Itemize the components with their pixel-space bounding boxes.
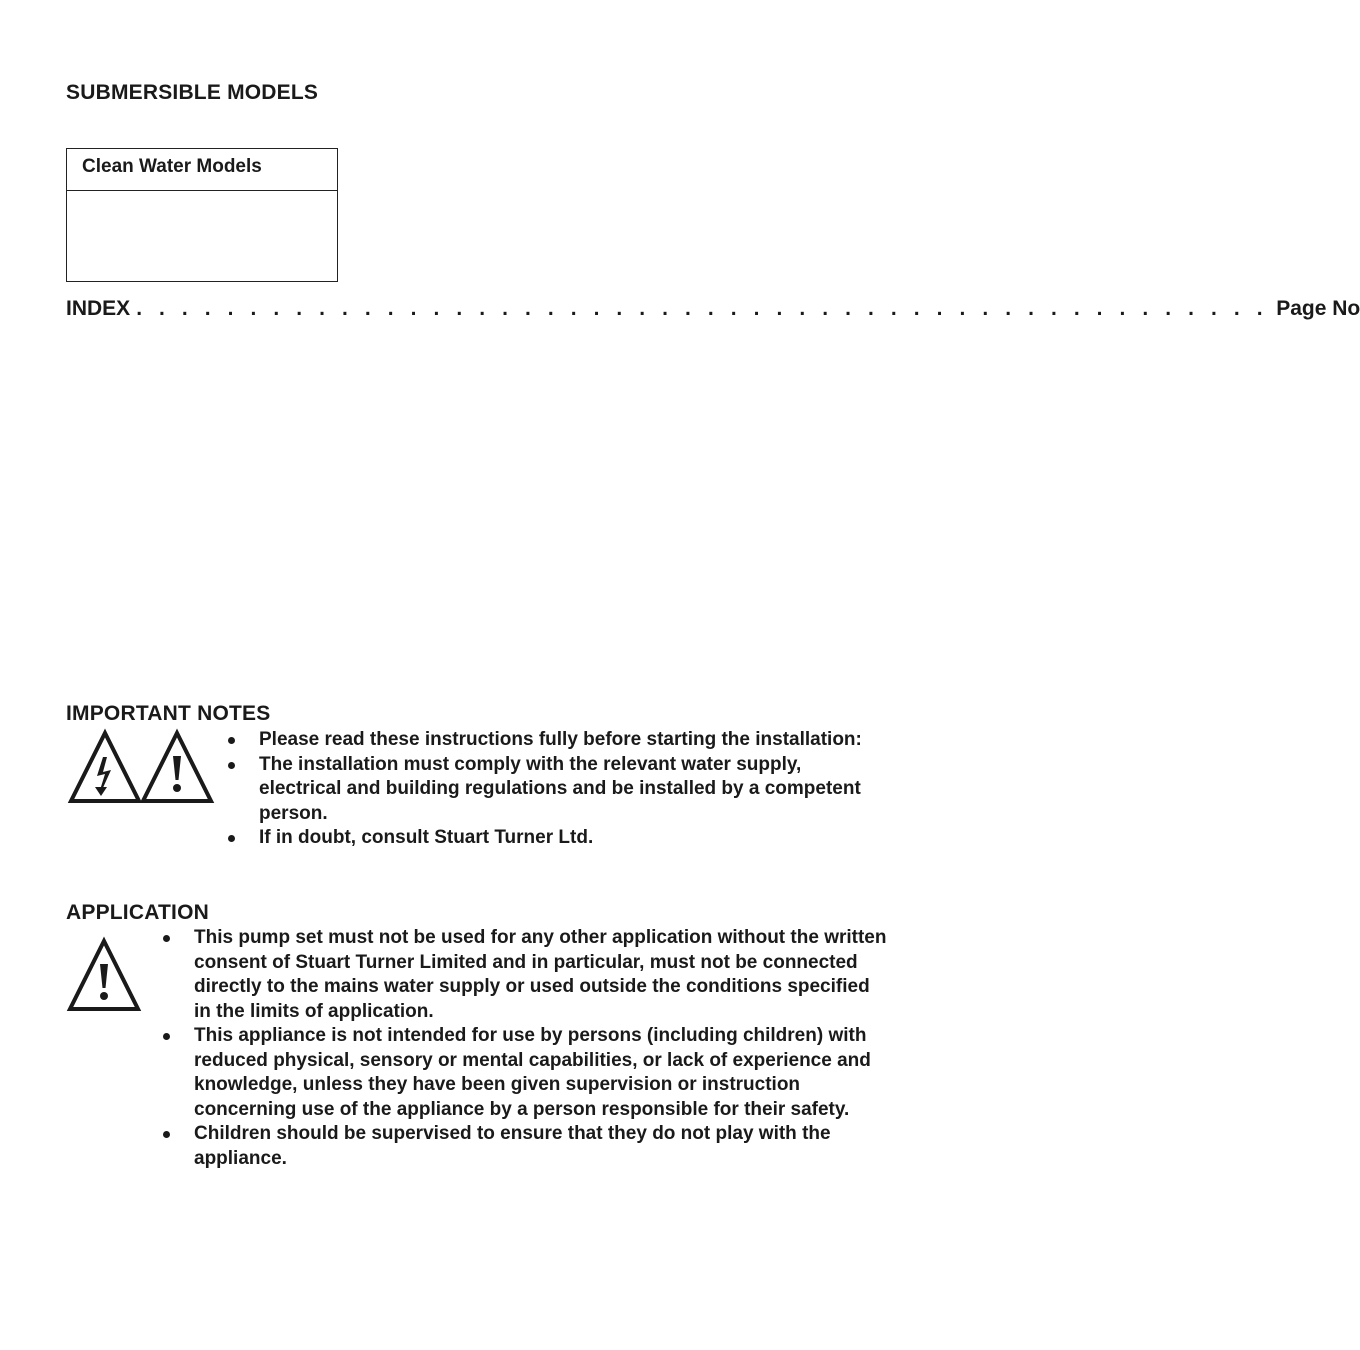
important-notes-list [226,728,866,851]
index-label: INDEX [66,297,131,320]
index-line [66,297,1360,321]
models-box-heading: Clean Water Models [67,149,337,191]
warning-icon [67,938,141,1012]
list-item: Children should be supervised to ensure that they do not play with the appliance. [161,1122,891,1171]
list-item: If in doubt, consult Stuart Turner Ltd. [226,826,866,851]
list-item: The installation must comply with the relevant water supply, electrical and building regulations and be installed by a competent person. [226,753,866,827]
application-title: APPLICATION [66,901,209,924]
list-item: This pump set must not be used for any other application without the written consent of Stuart Turner Limited and in particular, must not be connected directly to the mains water supply or used outside the conditions specified in the limits of application. [161,926,891,1024]
list-item: This appliance is not intended for use by persons (including children) with reduced physical, sensory or mental capabilities, or lack of experience and knowledge, unless they have been given supervision or instruction concerning use of the appliance by a person responsible for their safety. [161,1024,891,1122]
page-no-label: Page No [1276,297,1360,320]
index-dot-leader: . . . . . . . . . . . . . . . . . . . . . . . . . . . . . . . . . . . . . . . . . . . . . . . . . . [136,297,1269,320]
important-notes-title: IMPORTANT NOTES [66,702,271,725]
section-title: SUBMERSIBLE MODELS [66,81,319,104]
application-list [161,926,891,1171]
models-box [66,148,338,282]
warning-icon [140,730,214,804]
list-item: Please read these instructions fully before starting the installation: [226,728,866,753]
electric-hazard-icon [68,730,142,804]
